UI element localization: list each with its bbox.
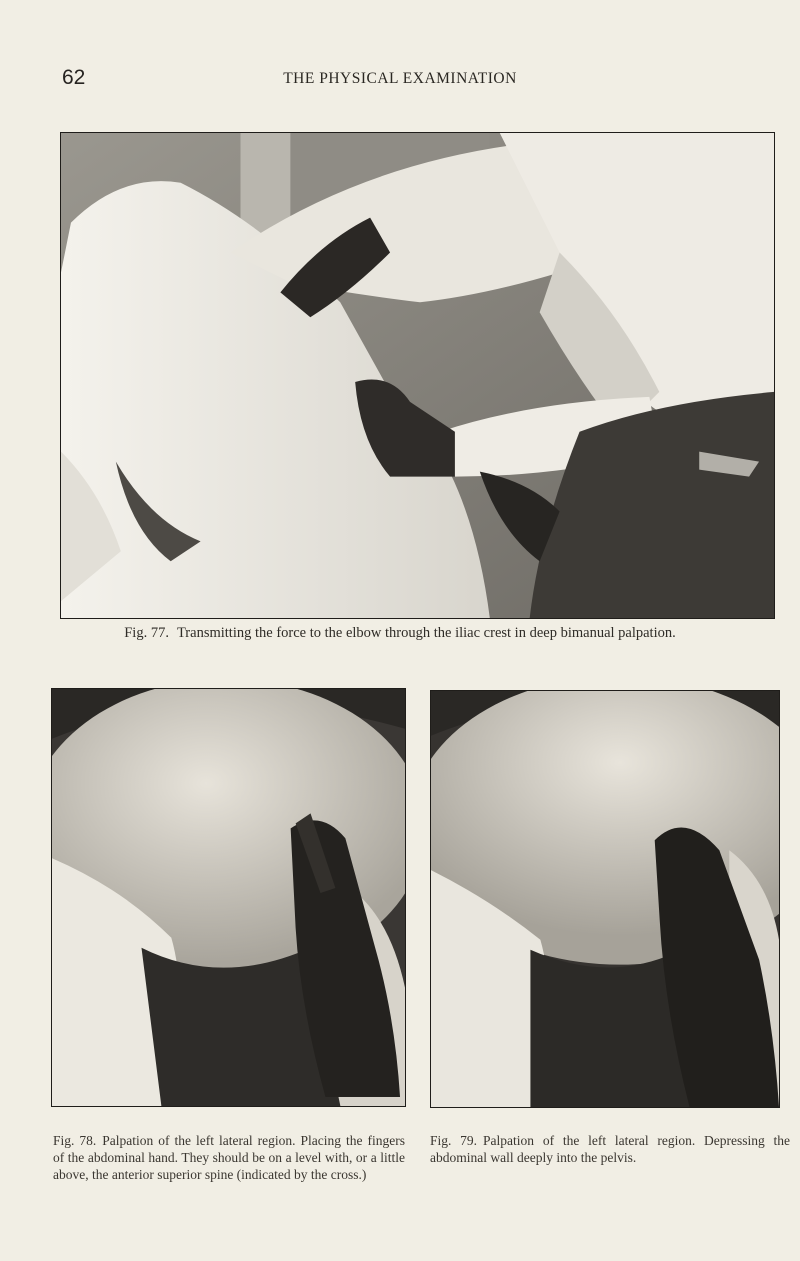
figure-78-caption: [53, 1132, 405, 1183]
figure-78-photo: [51, 688, 406, 1107]
figure-78-label: Fig. 78.: [53, 1133, 97, 1148]
page-number: 62: [62, 66, 86, 89]
figure-77-photo: [60, 132, 775, 619]
figure-79-label: Fig. 79.: [430, 1133, 478, 1148]
figure-77-caption-text: Transmitting the force to the elbow through the iliac crest in deep bimanual palpation.: [176, 625, 676, 641]
figure-78-caption-text: Palpation of the left lateral region. Placing the fingers of the abdominal hand. They should be on a level with, or a little above, the anterior superior spine (indicated by the cross.): [53, 1133, 405, 1182]
figure-79-caption-text: Palpation of the left lateral region. Depressing the abdominal wall deeply into the pelvis.: [430, 1133, 790, 1165]
running-head: THE PHYSICAL EXAMINATION: [283, 70, 517, 87]
figure-77-caption: [0, 625, 800, 642]
figure-79-photo: [430, 690, 780, 1108]
figure-77-label: Fig. 77.: [124, 625, 169, 641]
figure-79-caption: [430, 1132, 790, 1166]
